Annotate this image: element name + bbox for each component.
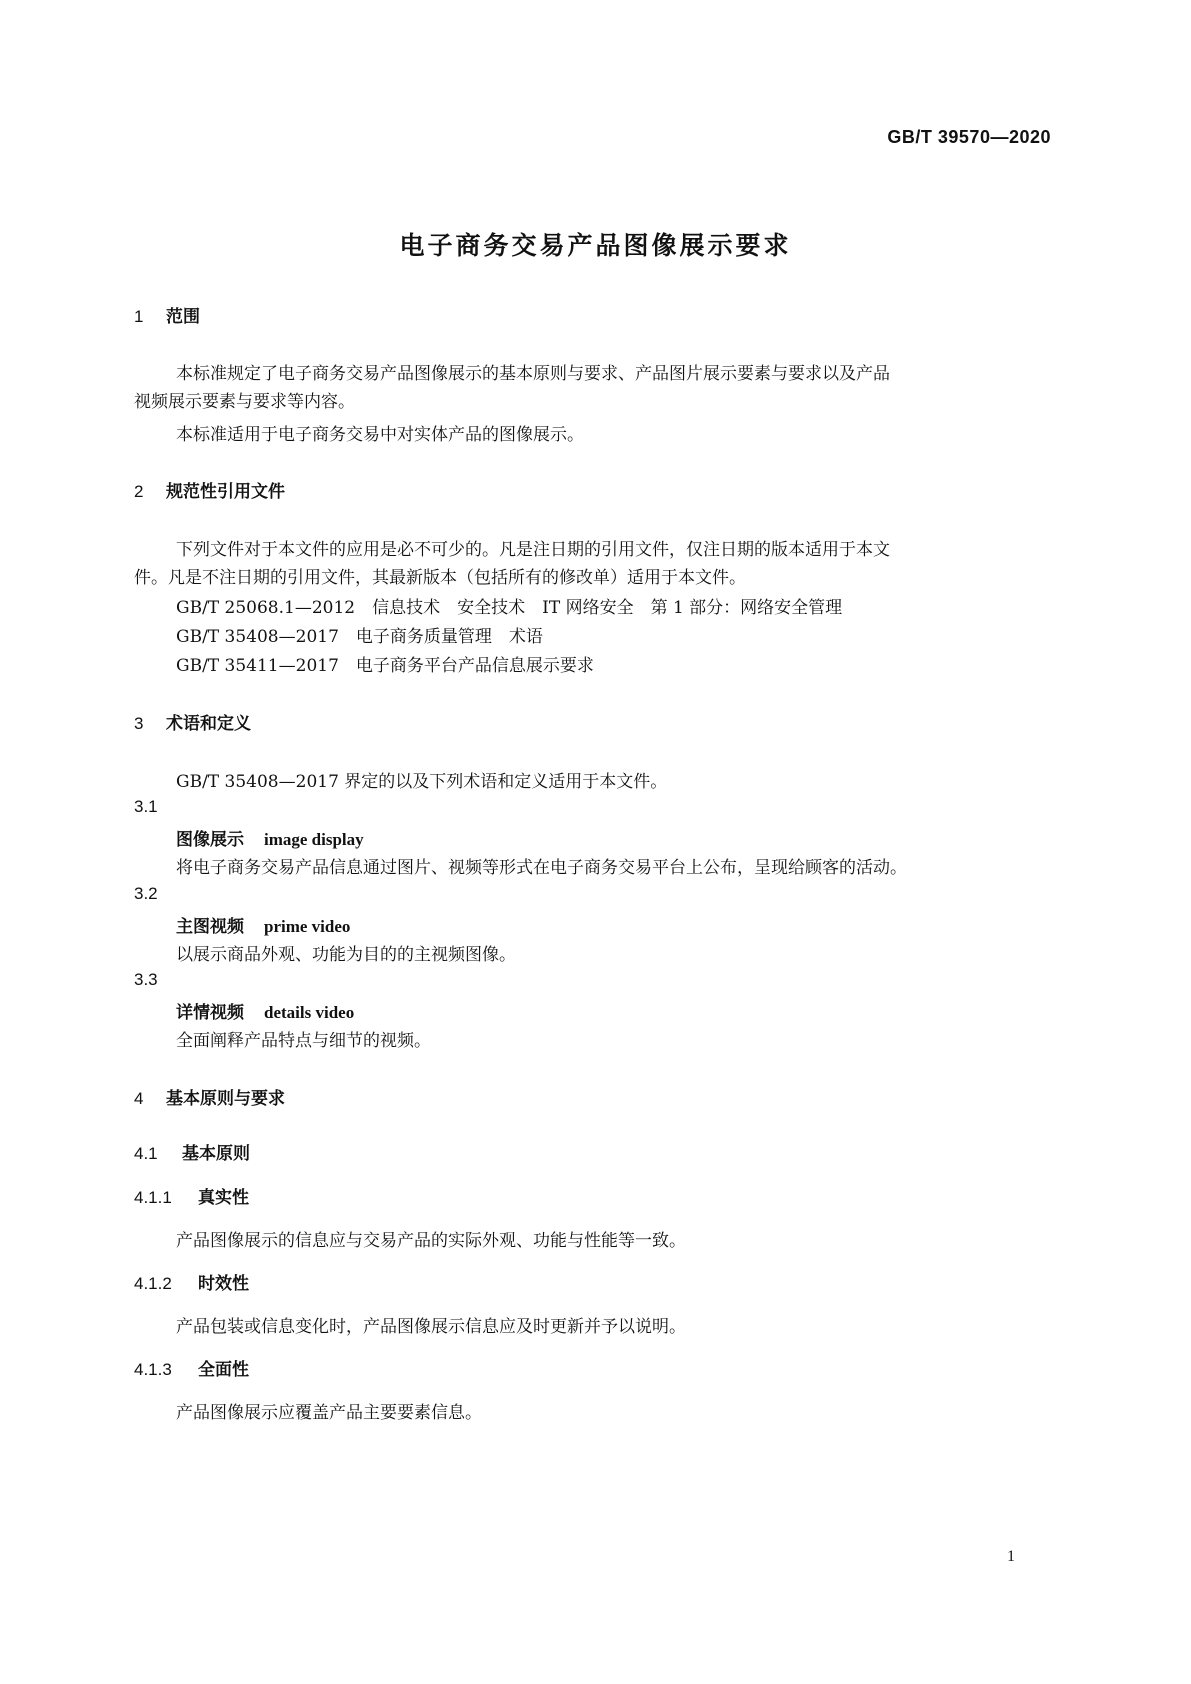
term-definition: 全面阐释产品特点与细节的视频。 — [176, 1031, 431, 1051]
page-number: 1 — [1007, 1548, 1015, 1565]
term-zh: 图像展示 — [176, 830, 244, 850]
section-title: 基本原则与要求 — [166, 1089, 285, 1109]
term-en: details video — [264, 1003, 355, 1022]
reference-item: GB/T 25068.1—2012 信息技术 安全技术 IT 网络安全 第 1 部分：网络安全管理 — [176, 598, 843, 618]
section-title: 范围 — [166, 307, 200, 327]
document-title: 电子商务交易产品图像展示要求 — [399, 231, 792, 260]
section-number: 4.1.3 — [134, 1360, 172, 1379]
section-number: 4 — [134, 1089, 144, 1108]
paragraph: 视频展示要素与要求等内容。 — [134, 392, 355, 412]
section-title: 时效性 — [198, 1274, 249, 1294]
paragraph: 产品包装或信息变化时，产品图像展示信息应及时更新并予以说明。 — [176, 1317, 686, 1337]
paragraph: 产品图像展示的信息应与交易产品的实际外观、功能与性能等一致。 — [176, 1231, 686, 1251]
paragraph: 件。凡是不注日期的引用文件，其最新版本（包括所有的修改单）适用于本文件。 — [134, 568, 746, 588]
standard-number: GB/T 39570—2020 — [887, 127, 1051, 147]
paragraph: 本标准规定了电子商务交易产品图像展示的基本原则与要求、产品图片展示要素与要求以及产品 — [176, 364, 890, 384]
section-title: 术语和定义 — [166, 714, 251, 734]
term-heading — [176, 825, 364, 850]
subsection-4-1-1-heading — [134, 1183, 249, 1208]
term-number: 3.3 — [134, 970, 158, 989]
paragraph: 下列文件对于本文件的应用是必不可少的。凡是注日期的引用文件，仅注日期的版本适用于本文 — [176, 540, 890, 560]
term-zh: 详情视频 — [176, 1003, 244, 1023]
section-title: 全面性 — [198, 1360, 249, 1380]
section-number: 3 — [134, 714, 144, 733]
term-number: 3.1 — [134, 797, 158, 816]
section-3-heading — [134, 709, 251, 734]
section-number: 1 — [134, 307, 144, 326]
paragraph: 产品图像展示应覆盖产品主要要素信息。 — [176, 1403, 482, 1423]
term-number: 3.2 — [134, 884, 158, 903]
section-title: 真实性 — [198, 1188, 249, 1208]
term-zh: 主图视频 — [176, 917, 244, 937]
section-4-heading — [134, 1084, 285, 1109]
term-definition: 以展示商品外观、功能为目的的主视频图像。 — [176, 945, 516, 965]
section-number: 4.1.1 — [134, 1188, 172, 1207]
paragraph: 本标准适用于电子商务交易中对实体产品的图像展示。 — [176, 425, 584, 445]
section-title: 基本原则 — [182, 1144, 250, 1164]
section-number: 2 — [134, 482, 144, 501]
term-heading — [176, 912, 350, 937]
reference-item: GB/T 35408—2017 电子商务质量管理 术语 — [176, 627, 543, 647]
section-number: 4.1 — [134, 1144, 158, 1163]
term-en: prime video — [264, 917, 351, 936]
term-heading — [176, 998, 354, 1023]
reference-item: GB/T 35411—2017 电子商务平台产品信息展示要求 — [176, 656, 594, 676]
section-number: 4.1.2 — [134, 1274, 172, 1293]
subsection-4-1-3-heading — [134, 1355, 249, 1380]
paragraph: GB/T 35408—2017 界定的以及下列术语和定义适用于本文件。 — [176, 772, 668, 792]
term-definition: 将电子商务交易产品信息通过图片、视频等形式在电子商务交易平台上公布，呈现给顾客的活动。 — [176, 858, 907, 878]
section-1-heading — [134, 302, 200, 327]
subsection-4-1-heading — [134, 1139, 250, 1164]
section-title: 规范性引用文件 — [166, 482, 285, 502]
subsection-4-1-2-heading — [134, 1269, 249, 1294]
term-en: image display — [264, 830, 364, 849]
section-2-heading — [134, 477, 285, 502]
